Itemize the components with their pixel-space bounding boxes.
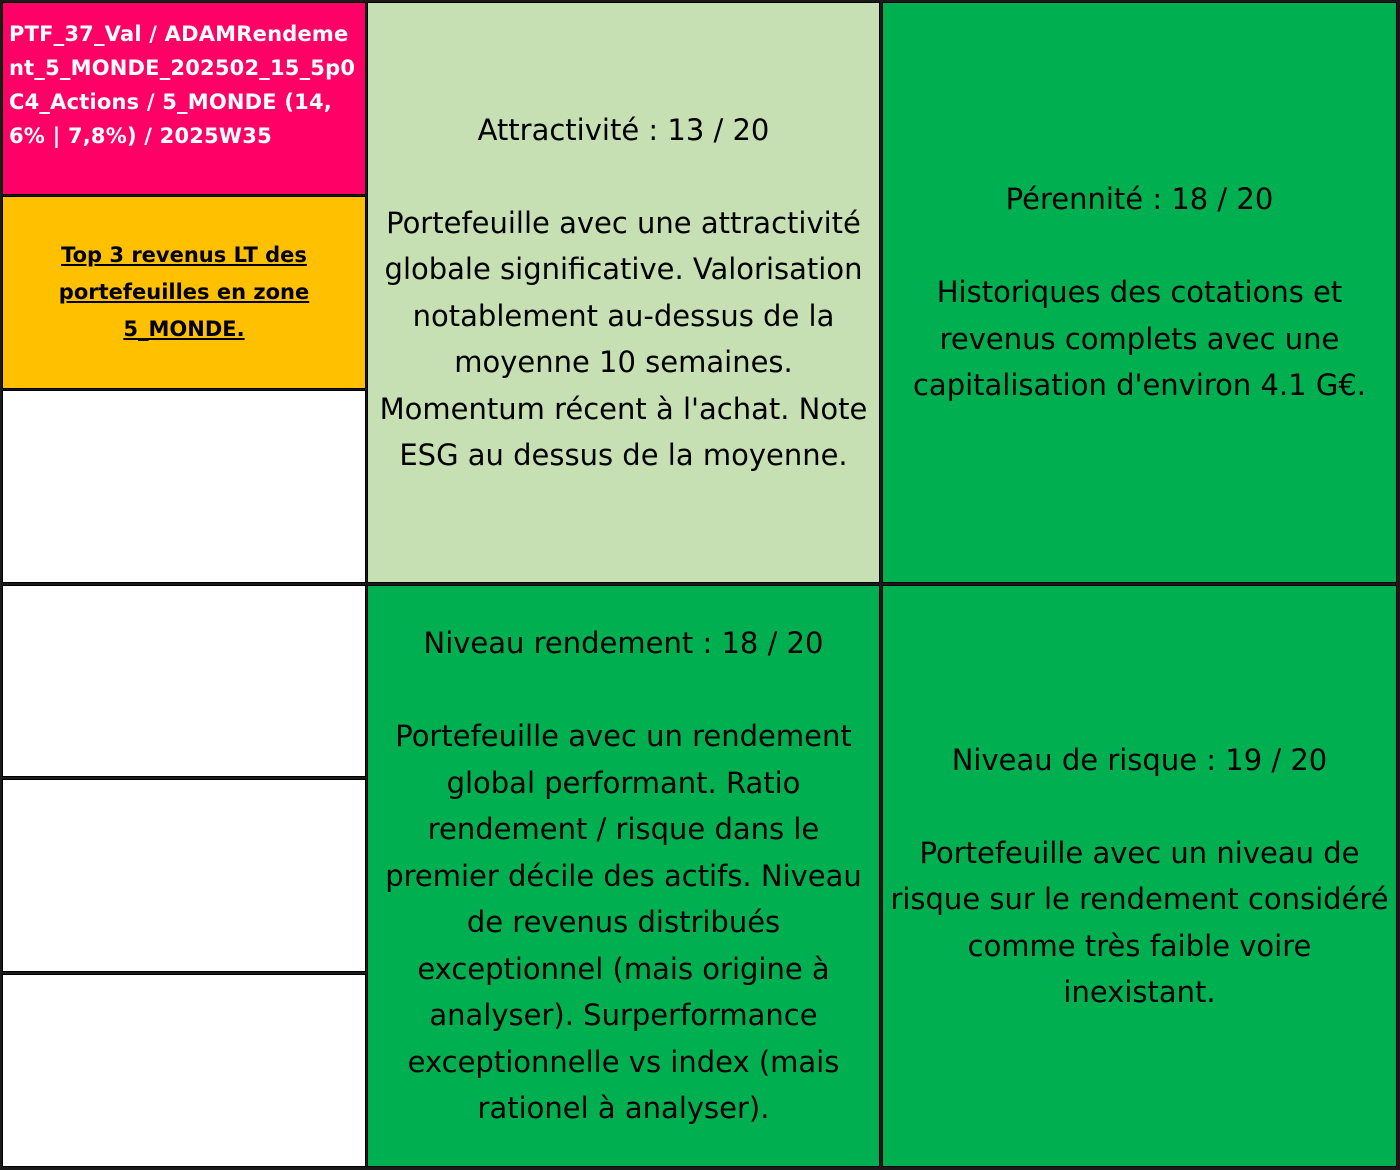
- empty-cell: [2, 390, 366, 583]
- risque-score-cell: [882, 585, 1397, 1167]
- risque-description: Portefeuille avec un niveau de risque sur le rendement considéré comme très faible voire inexistant.: [890, 835, 1389, 1009]
- empty-cell: [2, 974, 366, 1167]
- attractivite-heading: Attractivité : 13 / 20: [477, 112, 770, 147]
- portfolio-title: PTF_37_Val / ADAMRendement_5_MONDE_202502_15_5p0 C4_Actions / 5_MONDE (14,6% | 7,8%) / 2025W35: [9, 22, 356, 148]
- attractivite-description: Portefeuille avec une attractivité globale significative. Valorisation notablement au-dessus de la moyenne 10 semaines. Momentum récent à l'achat. Note ESG au dessus de la moyenne.: [379, 205, 868, 472]
- attractivite-score-cell: [367, 2, 880, 583]
- rendement-score-cell: [367, 585, 880, 1167]
- rendement-heading: Niveau rendement : 18 / 20: [423, 626, 824, 661]
- portfolio-title-cell: [2, 2, 366, 195]
- subtitle-text: Top 3 revenus LT des portefeuilles en zone 5_MONDE.: [58, 243, 310, 341]
- subtitle-cell: [2, 196, 366, 389]
- perennite-description: Historiques des cotations et revenus complets avec une capitalisation d'environ 4.1 G€.: [912, 275, 1366, 403]
- perennite-score-cell: [882, 2, 1397, 583]
- rendement-description: Portefeuille avec un rendement global performant. Ratio rendement / risque dans le premier décile des actifs. Niveau de revenus distribués exceptionnel (mais origine à analyser). Surperformance exceptionnelle vs index (mais rationel à analyser).: [385, 719, 862, 1126]
- risque-heading: Niveau de risque : 19 / 20: [951, 742, 1328, 777]
- empty-cell: [2, 585, 366, 777]
- empty-cell: [2, 779, 366, 972]
- perennite-heading: Pérennité : 18 / 20: [1005, 182, 1274, 217]
